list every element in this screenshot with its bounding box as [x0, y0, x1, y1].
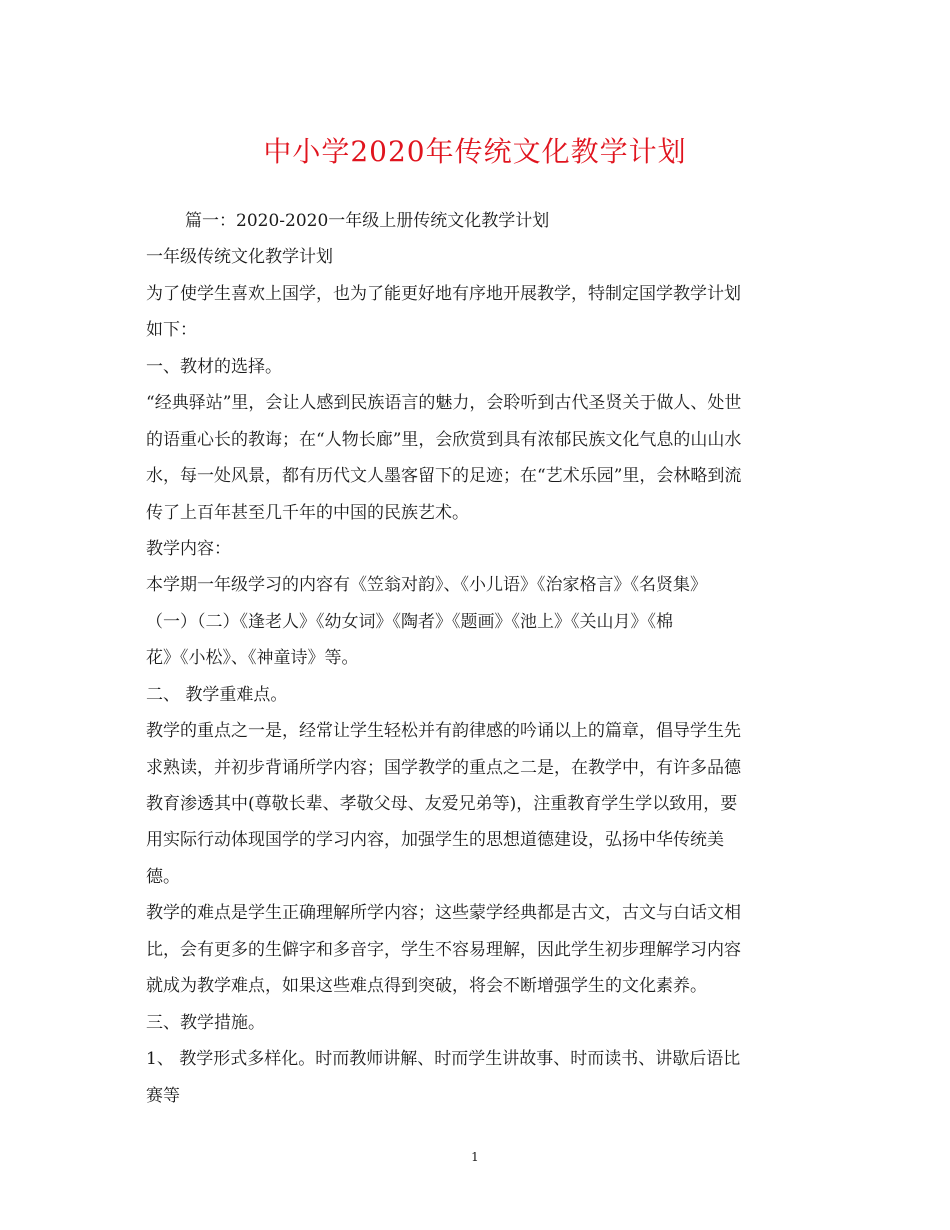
section-heading: 三、教学措施。	[146, 1012, 265, 1033]
text-line: 教育渗透其中(尊敬长辈、孝敬父母、友爱兄弟等)，注重教育学生学以致用，要	[146, 794, 738, 814]
text-line: 水，每一处风景，都有历代文人墨客留下的足迹；在“艺术乐园”里，会林略到流	[146, 466, 742, 487]
text-line: （一）（二）《逢老人》《幼女词》《陶者》《题画》《池上》《关山月》《棉	[146, 611, 673, 632]
text-line: “经典驿站”里，会让人感到民族语言的魅力，会聆听到古代圣贤关于做人、处世	[146, 393, 742, 414]
text-line: 1、 教学形式多样化。时而教师讲解、时而学生讲故事、时而读书、讲歇后语比	[146, 1049, 741, 1070]
page-title: 中小学2020年传统文化教学计划	[263, 135, 687, 168]
text-line: 如下：	[146, 320, 197, 341]
text-line: 篇一：2020-2020一年级上册传统文化教学计划	[185, 211, 550, 231]
text-line: 为了使学生喜欢上国学，也为了能更好地有序地开展教学，特制定国学教学计划	[146, 283, 741, 304]
text-line: 一年级传统文化教学计划	[146, 247, 333, 268]
text-line: 花》《小松》、《神童诗》等。	[146, 648, 359, 669]
text-line: 就成为教学难点，如果这些难点得到突破，将会不断增强学生的文化素养。	[146, 976, 707, 997]
text-line: 的语重心长的教诲；在“人物长廊”里，会欣赏到具有浓郁民族文化气息的山山水	[146, 429, 742, 450]
document-body	[146, 203, 806, 1114]
text-line: 赛等	[146, 1085, 180, 1106]
text-line: 教学的重点之一是，经常让学生轻松并有韵律感的吟诵以上的篇章，倡导学生先	[146, 721, 741, 742]
section-heading: 一、教材的选择。	[146, 356, 282, 377]
text-line: 比，会有更多的生僻字和多音字，学生不容易理解，因此学生初步理解学习内容	[146, 939, 741, 960]
text-line: 求熟读，并初步背诵所学内容；国学教学的重点之二是，在教学中，有许多品德	[146, 757, 741, 778]
page-number: 1	[471, 1150, 479, 1164]
text-line: 传了上百年甚至几千年的中国的民族艺术。	[146, 502, 469, 523]
text-line: 教学内容：	[146, 538, 231, 559]
text-line: 教学的难点是学生正确理解所学内容；这些蒙学经典都是古文，古文与白话文相	[146, 903, 741, 924]
text-line: 用实际行动体现国学的学习内容，加强学生的思想道德建设，弘扬中华传统美	[146, 830, 724, 851]
text-line: 本学期一年级学习的内容有《笠翁对韵》、《小儿语》《治家格言》《名贤集》	[146, 575, 707, 596]
section-heading: 二、 教学重难点。	[146, 684, 288, 705]
text-line: 德。	[146, 866, 180, 887]
